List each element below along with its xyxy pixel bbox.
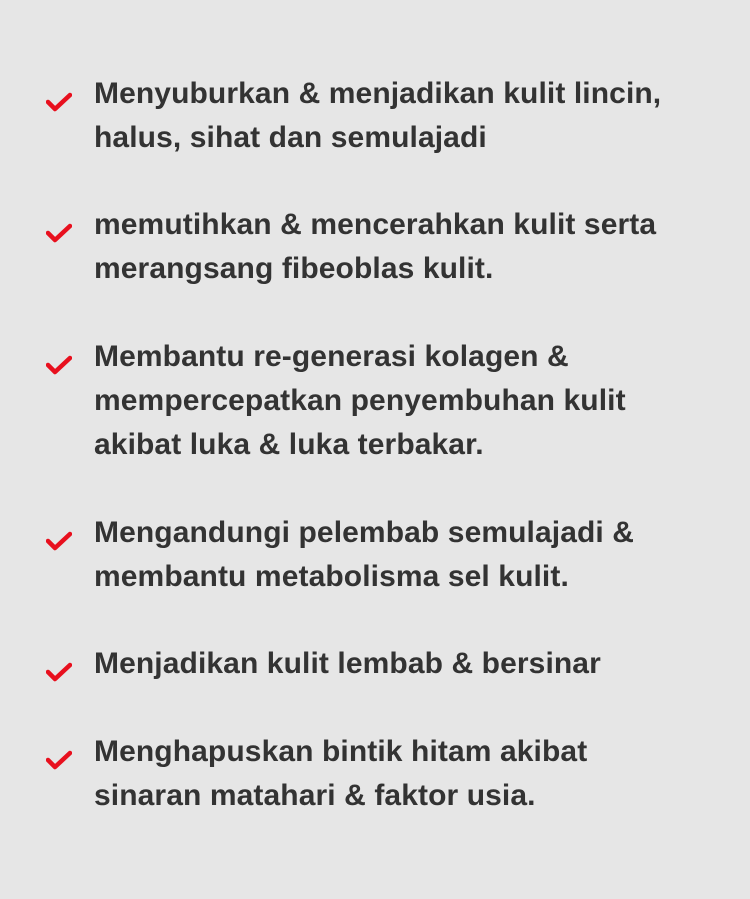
check-icon [46, 355, 72, 375]
benefit-text: Menyuburkan & menjadikan kulit lincin, halus, sihat dan semulajadi [94, 77, 662, 154]
check-icon [46, 531, 72, 551]
check-icon [46, 662, 72, 682]
benefit-text: memutihkan & mencerahkan kulit serta merangsang fibeoblas kulit. [94, 208, 657, 285]
benefit-text: Membantu re-generasi kolagen & mempercepatkan penyembuhan kulit akibat luka & luka terbakar. [94, 340, 626, 461]
check-icon [46, 92, 72, 112]
benefit-text: Menjadikan kulit lembab & bersinar [94, 647, 601, 680]
check-icon [46, 750, 72, 770]
benefit-text: Mengandungi pelembab semulajadi & membantu metabolisma sel kulit. [94, 516, 635, 593]
benefit-text: Menghapuskan bintik hitam akibat sinaran matahari & faktor usia. [94, 735, 588, 812]
check-icon [46, 223, 72, 243]
